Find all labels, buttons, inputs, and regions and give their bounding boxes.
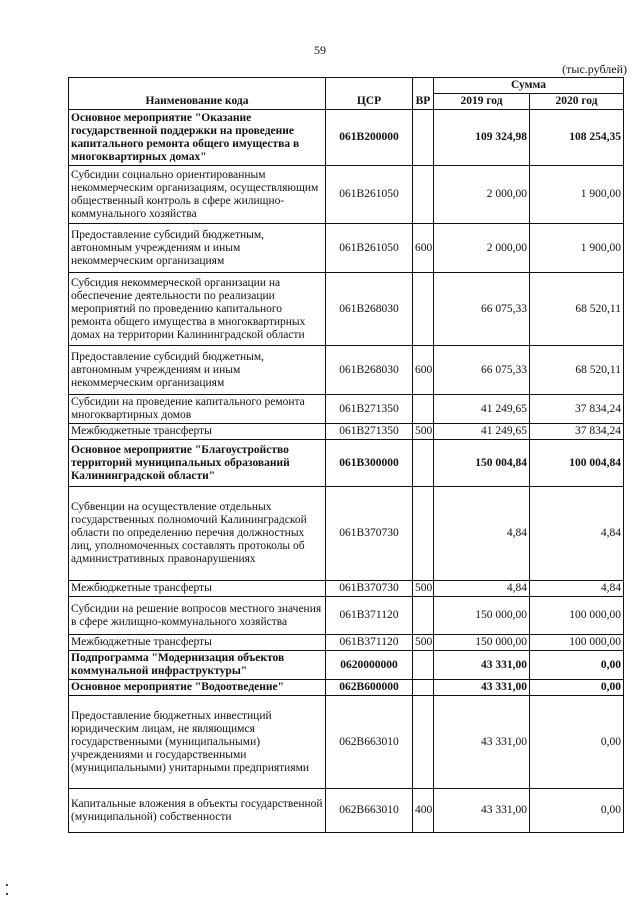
table-row xyxy=(69,440,624,487)
row-sum-2019: 4,84 xyxy=(434,487,530,581)
row-vr-code xyxy=(413,166,434,224)
row-csr-code: 062B600000 xyxy=(326,680,413,696)
row-name: Межбюджетные трансферты xyxy=(69,581,326,597)
row-sum-2020: 4,84 xyxy=(530,487,624,581)
row-sum-2019: 150 004,84 xyxy=(434,440,530,487)
row-sum-2020: 0,00 xyxy=(530,651,624,680)
row-name: Основное мероприятие "Благоустройство территорий муниципальных образований Калининградской области" xyxy=(69,440,326,487)
row-csr-code: 061B261050 xyxy=(326,224,413,273)
row-csr-code: 061B268030 xyxy=(326,346,413,395)
row-vr-code: 400 xyxy=(413,789,434,833)
table-row xyxy=(69,789,624,833)
row-csr-code: 061B371120 xyxy=(326,597,413,635)
table-row xyxy=(69,696,624,789)
row-csr-code: 061B271350 xyxy=(326,424,413,440)
row-sum-2020: 1 900,00 xyxy=(530,224,624,273)
table-row xyxy=(69,487,624,581)
row-sum-2019: 2 000,00 xyxy=(434,166,530,224)
row-sum-2019: 41 249,65 xyxy=(434,395,530,424)
row-sum-2020: 100 000,00 xyxy=(530,597,624,635)
row-sum-2020: 4,84 xyxy=(530,581,624,597)
row-name: Капитальные вложения в объекты государственной (муниципальной) собственности xyxy=(69,789,326,833)
row-sum-2019: 43 331,00 xyxy=(434,696,530,789)
row-vr-code xyxy=(413,110,434,166)
row-vr-code xyxy=(413,696,434,789)
table-body xyxy=(69,110,624,833)
budget-table xyxy=(68,77,624,833)
row-name: Основное мероприятие "Водоотведение" xyxy=(69,680,326,696)
row-name: Основное мероприятие "Оказание государственной поддержки на проведение капитального ремонта общего имущества в многоквартирных домах" xyxy=(69,110,326,166)
row-vr-code: 500 xyxy=(413,635,434,651)
row-csr-code: 061B261050 xyxy=(326,166,413,224)
row-name: Субсидии на проведение капитального ремонта многоквартирных домов xyxy=(69,395,326,424)
header-vr: ВР xyxy=(413,78,434,110)
row-sum-2020: 37 834,24 xyxy=(530,395,624,424)
row-vr-code xyxy=(413,273,434,346)
table-row xyxy=(69,635,624,651)
header-year-2019: 2019 год xyxy=(434,94,530,110)
row-csr-code: 061B200000 xyxy=(326,110,413,166)
row-sum-2019: 43 331,00 xyxy=(434,651,530,680)
row-vr-code: 500 xyxy=(413,424,434,440)
table-row xyxy=(69,597,624,635)
row-sum-2019: 41 249,65 xyxy=(434,424,530,440)
row-sum-2020: 0,00 xyxy=(530,696,624,789)
table-row xyxy=(69,651,624,680)
row-vr-code xyxy=(413,651,434,680)
row-csr-code: 061B300000 xyxy=(326,440,413,487)
row-sum-2019: 109 324,98 xyxy=(434,110,530,166)
row-sum-2020: 0,00 xyxy=(530,680,624,696)
row-vr-code xyxy=(413,487,434,581)
row-sum-2020: 68 520,11 xyxy=(530,273,624,346)
row-csr-code: 061B370730 xyxy=(326,581,413,597)
row-name: Субсидии на решение вопросов местного значения в сфере жилищно-коммунального хозяйства xyxy=(69,597,326,635)
table-row xyxy=(69,166,624,224)
table-row xyxy=(69,581,624,597)
table-row xyxy=(69,395,624,424)
row-sum-2020: 108 254,35 xyxy=(530,110,624,166)
row-name: Предоставление субсидий бюджетным, автономным учреждениям и иным некоммерческим организациям xyxy=(69,346,326,395)
table-row xyxy=(69,110,624,166)
row-csr-code: 061B268030 xyxy=(326,273,413,346)
table-row xyxy=(69,424,624,440)
row-sum-2020: 100 000,00 xyxy=(530,635,624,651)
row-vr-code: 600 xyxy=(413,346,434,395)
row-sum-2019: 150 000,00 xyxy=(434,635,530,651)
row-sum-2019: 66 075,33 xyxy=(434,346,530,395)
header-year-2020: 2020 год xyxy=(530,94,624,110)
row-name: Субвенции на осуществление отдельных государственных полномочий Калининградской области по определению перечня должностных лиц, уполномоченных составлять протоколы об административных правонарушениях xyxy=(69,487,326,581)
row-vr-code xyxy=(413,440,434,487)
row-vr-code: 500 xyxy=(413,581,434,597)
header-csr: ЦСР xyxy=(326,78,413,110)
row-vr-code xyxy=(413,680,434,696)
row-sum-2020: 100 004,84 xyxy=(530,440,624,487)
row-sum-2020: 37 834,24 xyxy=(530,424,624,440)
row-sum-2019: 43 331,00 xyxy=(434,789,530,833)
table-row xyxy=(69,273,624,346)
row-vr-code xyxy=(413,395,434,424)
row-sum-2020: 0,00 xyxy=(530,789,624,833)
row-csr-code: 061B271350 xyxy=(326,395,413,424)
row-sum-2020: 1 900,00 xyxy=(530,166,624,224)
row-sum-2019: 2 000,00 xyxy=(434,224,530,273)
row-sum-2019: 43 331,00 xyxy=(434,680,530,696)
row-sum-2019: 150 000,00 xyxy=(434,597,530,635)
row-vr-code: 600 xyxy=(413,224,434,273)
row-csr-code: 062B663010 xyxy=(326,696,413,789)
row-vr-code xyxy=(413,597,434,635)
table-row xyxy=(69,346,624,395)
margin-mark xyxy=(6,893,8,895)
row-csr-code: 0620000000 xyxy=(326,651,413,680)
row-sum-2019: 4,84 xyxy=(434,581,530,597)
row-name: Межбюджетные трансферты xyxy=(69,635,326,651)
row-csr-code: 061B370730 xyxy=(326,487,413,581)
row-name: Предоставление субсидий бюджетным, автономным учреждениям и иным некоммерческим организациям xyxy=(69,224,326,273)
row-name: Подпрограмма "Модернизация объектов коммунальной инфраструктуры" xyxy=(69,651,326,680)
margin-mark xyxy=(6,884,8,886)
row-csr-code: 062B663010 xyxy=(326,789,413,833)
row-name: Предоставление бюджетных инвестиций юридическим лицам, не являющимся государственными (муниципальными) учреждениями и государственными (муниципальными) унитарными предприятиями xyxy=(69,696,326,789)
units-label: (тыс.рублей) xyxy=(562,62,627,76)
row-sum-2020: 68 520,11 xyxy=(530,346,624,395)
header-name: Наименование кода xyxy=(69,78,326,110)
row-name: Субсидии социально ориентированным некоммерческим организациям, осуществляющим общественный контроль в сфере жилищно-коммунального хозяйства xyxy=(69,166,326,224)
row-name: Межбюджетные трансферты xyxy=(69,424,326,440)
header-sum: Сумма xyxy=(434,78,624,94)
page-number: 59 xyxy=(314,43,326,57)
row-csr-code: 061B371120 xyxy=(326,635,413,651)
row-name: Субсидия некоммерческой организации на обеспечение деятельности по реализации мероприятий по проведению капитального ремонта общего имущества в многоквартирных домах на территории Калининградской области xyxy=(69,273,326,346)
row-sum-2019: 66 075,33 xyxy=(434,273,530,346)
table-row xyxy=(69,680,624,696)
table-row xyxy=(69,224,624,273)
